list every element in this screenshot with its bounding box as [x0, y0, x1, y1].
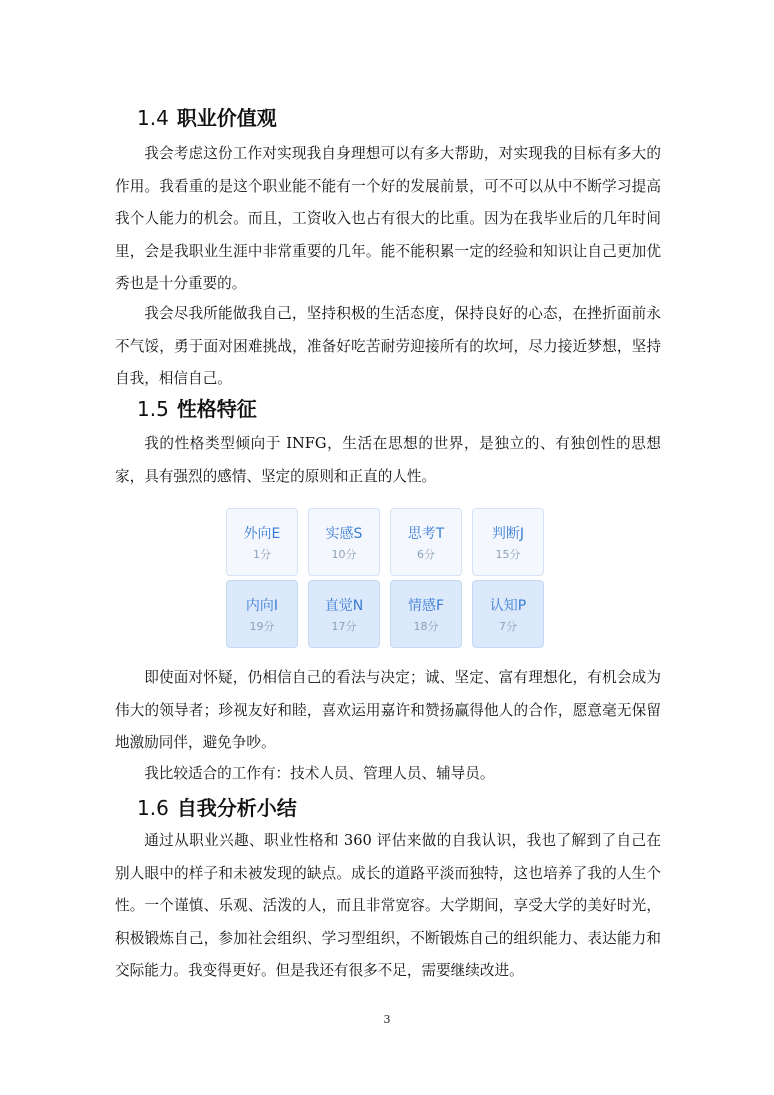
- section-title: 自我分析小结: [176, 796, 297, 820]
- mbti-card-thinking: [390, 508, 462, 576]
- mbti-card-sensing: [308, 508, 380, 576]
- mbti-label: 直觉N: [324, 598, 364, 614]
- paragraph: 我的性格类型倾向于 INFG，生活在思想的世界，是独立的、有独创性的思想家，具有强烈的感情、坚定的原则和正直的人性。: [115, 435, 661, 485]
- mbti-score: 1分: [253, 548, 271, 561]
- section-title: 职业价值观: [176, 106, 277, 130]
- mbti-label: 认知P: [489, 598, 527, 614]
- paragraph: 即使面对怀疑，仍相信自己的看法与决定；诚、坚定、富有理想化，有机会成为伟大的领导者；珍视友好和睦，喜欢运用嘉许和赞扬赢得他人的合作，愿意毫无保留地激励同伴，避免争吵。: [115, 669, 661, 751]
- paragraph: 通过从职业兴趣、职业性格和 360 评估来做的自我认识，我也了解到了自己在别人眼中的样子和未被发现的缺点。成长的道路平淡而独特，这也培养了我的人生个性。一个谨慎、乐观、活泼的人，而且非常宽容。大学期间，享受大学的美好时光，积极锻炼自己，参加社会组织、学习型组织，不断锻炼自己的组织能力、表达能力和交际能力。我变得更好。但是我还有很多不足，需要继续改进。: [115, 832, 661, 979]
- section-heading-personality: [137, 393, 257, 422]
- mbti-card-extraversion: [226, 508, 298, 576]
- mbti-label: 外向E: [243, 526, 281, 542]
- section-number: 1.5: [137, 397, 169, 421]
- mbti-score: 19分: [249, 620, 275, 633]
- mbti-label: 内向I: [245, 598, 279, 614]
- mbti-score: 6分: [417, 548, 435, 561]
- section-heading-self-analysis-summary: [137, 792, 297, 821]
- page-number: 3: [383, 1013, 391, 1026]
- mbti-score: 7分: [499, 620, 517, 633]
- mbti-score: 18分: [413, 620, 439, 633]
- mbti-card-feeling: [390, 580, 462, 648]
- mbti-card-judging: [472, 508, 544, 576]
- mbti-label: 思考T: [407, 526, 445, 542]
- mbti-card-introversion: [226, 580, 298, 648]
- mbti-score-grid: [222, 508, 552, 650]
- section-heading-career-values: [137, 102, 277, 131]
- paragraph: 我比较适合的工作有：技术人员、管理人员、辅导员。: [144, 765, 495, 782]
- mbti-label: 实感S: [325, 526, 363, 542]
- mbti-card-perceiving: [472, 580, 544, 648]
- paragraph: 我会考虑这份工作对实现我自身理想可以有多大帮助，对实现我的目标有多大的作用。我看重的是这个职业能不能有一个好的发展前景，可不可以从中不断学习提高我个人能力的机会。而且，工资收入也占有很大的比重。因为在我毕业后的几年时间里，会是我职业生涯中非常重要的几年。能不能积累一定的经验和知识让自己更加优秀也是十分重要的。: [115, 145, 661, 292]
- mbti-card-intuition: [308, 580, 380, 648]
- mbti-label: 判断J: [491, 526, 525, 542]
- paragraph: 我会尽我所能做我自己，坚持积极的生活态度，保持良好的心态，在挫折面前永不气馁，勇于面对困难挑战，准备好吃苦耐劳迎接所有的坎坷，尽力接近梦想，坚持自我，相信自己。: [115, 305, 661, 387]
- section-title: 性格特征: [176, 397, 257, 421]
- mbti-label: 情感F: [407, 598, 445, 614]
- section-number: 1.6: [137, 796, 169, 820]
- mbti-score: 10分: [331, 548, 357, 561]
- section-number: 1.4: [137, 106, 169, 130]
- mbti-score: 17分: [331, 620, 357, 633]
- mbti-score: 15分: [495, 548, 521, 561]
